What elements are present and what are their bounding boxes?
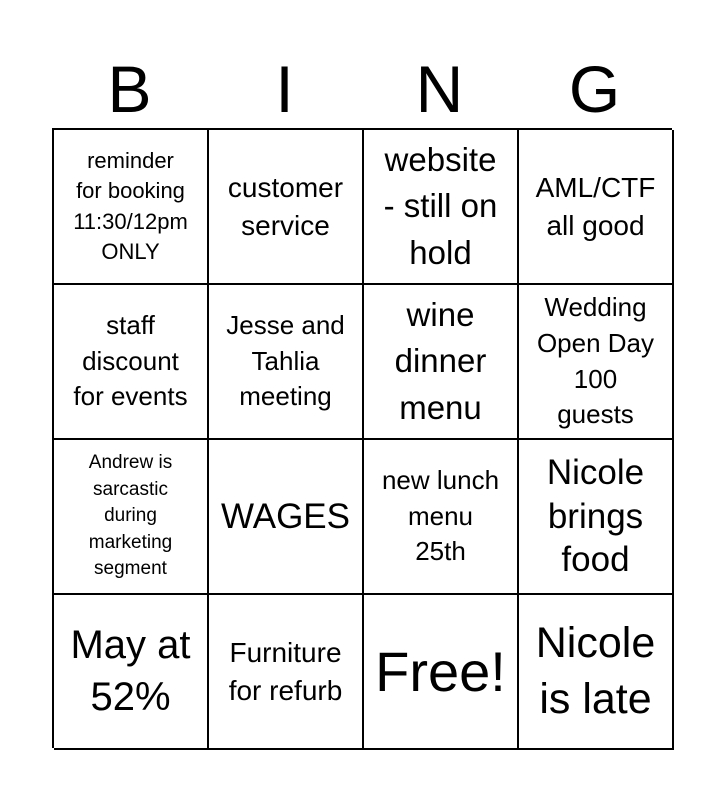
bingo-cell-text: AML/CTF all good [535,171,656,241]
bingo-cell[interactable] [54,285,209,440]
bingo-cell[interactable] [364,285,519,440]
header-letter-i: I [275,52,294,126]
bingo-cell-text: May at 52% [70,623,191,719]
bingo-cell-text: Furniture for refurb [228,636,343,706]
bingo-cell-text: Nicole brings food [546,452,645,580]
bingo-cell-text: staff discount for events [73,309,188,412]
bingo-cell-text: Andrew is sarcastic during marketing segment [88,452,173,580]
bingo-cell[interactable] [209,285,364,440]
header-letter-g: G [568,52,621,126]
bingo-cell[interactable] [54,440,209,595]
bingo-cell[interactable] [209,130,364,285]
bingo-cell-text: customer service [227,171,344,241]
bingo-cell[interactable] [209,440,364,595]
bingo-cell-text: reminder for booking 11:30/12pm ONLY [73,147,188,264]
bingo-cell-text: Nicole is late [535,618,656,723]
bingo-cell-text: website - still on hold [383,141,498,271]
bingo-cell[interactable] [519,440,674,595]
bingo-cell[interactable] [209,595,364,750]
bingo-cell-text: new lunch menu 25th [381,464,500,567]
bingo-cell-text: WAGES [221,496,350,536]
bingo-header [52,50,672,128]
bingo-grid [52,128,672,748]
bingo-cell[interactable] [519,595,674,750]
bingo-cell-text: Free! [375,639,506,703]
bingo-cell-text: wine dinner menu [394,296,487,426]
bingo-cell[interactable] [519,285,674,440]
bingo-cell[interactable] [54,595,209,750]
bingo-cell-text: Wedding Open Day 100 guests [536,291,655,430]
header-letter-b: B [107,52,152,126]
header-letter-n: N [415,52,464,126]
bingo-cell[interactable] [519,130,674,285]
bingo-cell[interactable] [364,440,519,595]
bingo-cell[interactable] [364,130,519,285]
bingo-cell-text: Jesse and Tahlia meeting [226,309,345,412]
bingo-cell[interactable] [54,130,209,285]
bingo-free-cell[interactable] [364,595,519,750]
